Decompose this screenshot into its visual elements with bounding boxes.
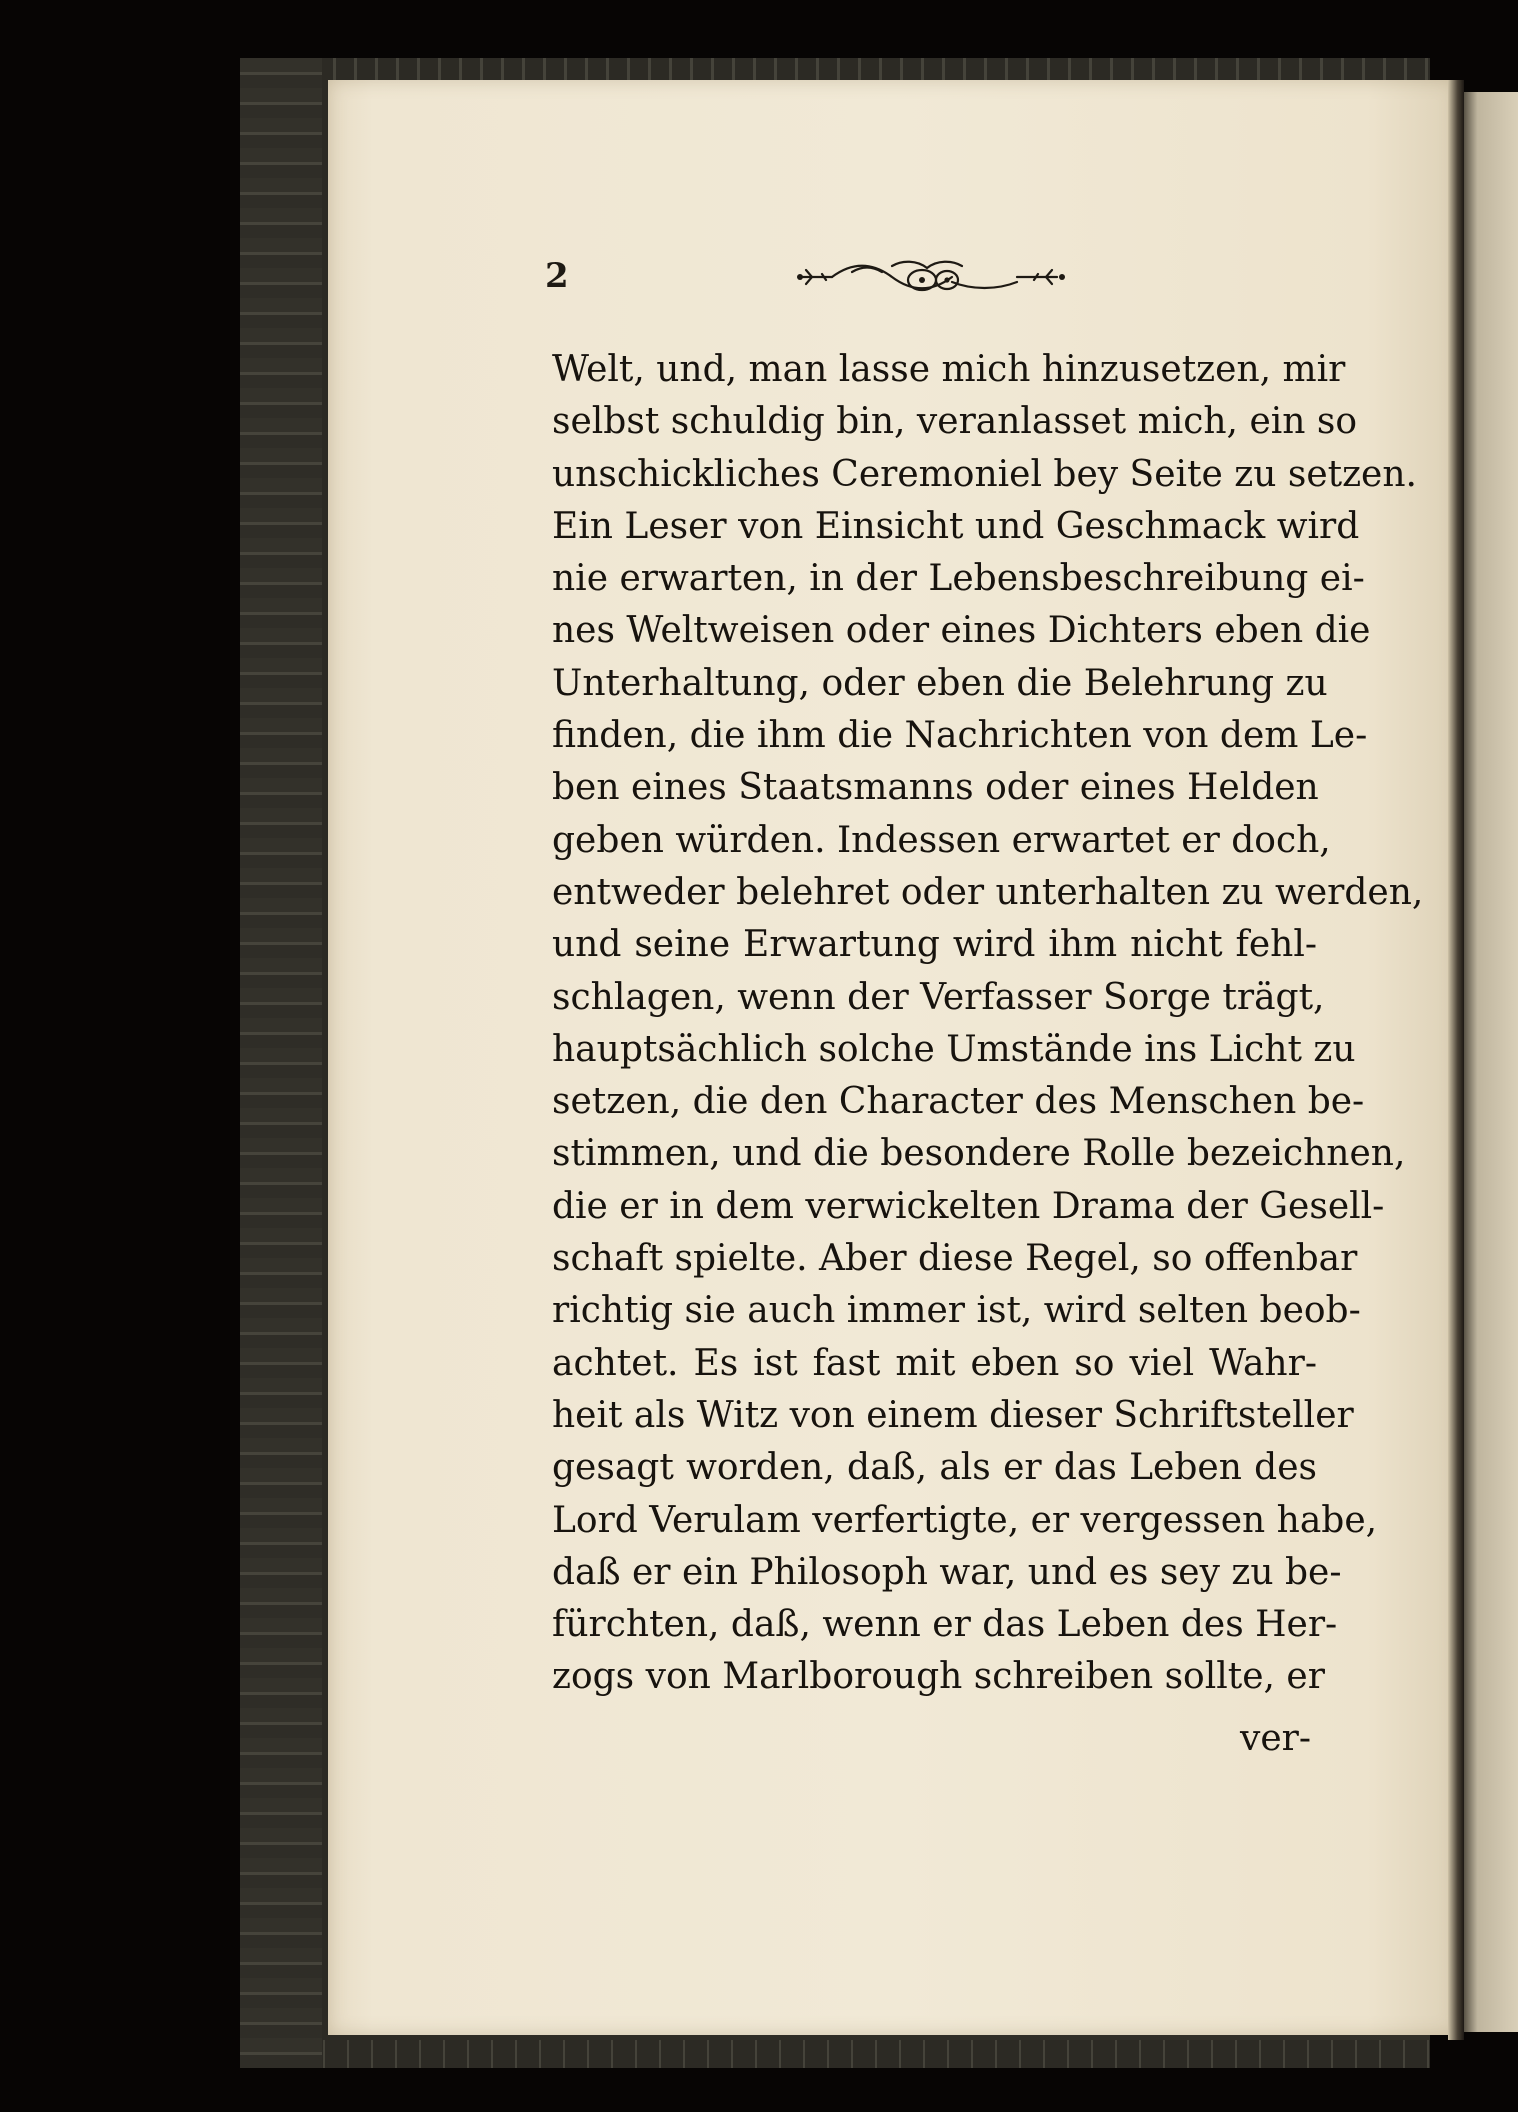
- body-text: [552, 344, 1424, 1704]
- text-line: Lord Verulam verfertigte, er vergessen habe,: [552, 1499, 1378, 1541]
- text-line: daß er ein Philosoph war, und es sey zu be-: [552, 1551, 1342, 1593]
- catchword: ver-: [1240, 1718, 1312, 1759]
- text-line: finden, die ihm die Nachrichten von dem Le-: [552, 715, 1368, 757]
- text-line: hauptsächlich solche Umstände ins Licht zu: [552, 1028, 1356, 1070]
- text-line: heit als Witz von einem dieser Schriftsteller: [552, 1394, 1354, 1436]
- text-line: Welt, und, man lasse mich hinzusetzen, mir: [552, 349, 1346, 390]
- cover-left-edge: [240, 58, 322, 2068]
- text-line: geben würden. Indessen erwartet er doch,: [552, 819, 1331, 861]
- page-gutter: [1448, 80, 1464, 2040]
- text-line: Unterhaltung, oder eben die Belehrung zu: [552, 662, 1328, 704]
- cover-bottom-edge: [240, 2040, 1430, 2068]
- text-line: schlagen, wenn der Verfasser Sorge trägt,: [552, 976, 1325, 1018]
- text-line: achtet. Es ist fast mit eben so viel Wahr-: [552, 1342, 1317, 1384]
- text-line: nie erwarten, in der Lebensbeschreibung ei-: [552, 558, 1365, 600]
- text-line: schaft spielte. Aber diese Regel, so offenbar: [552, 1238, 1358, 1280]
- text-line: und seine Erwartung wird ihm nicht fehl-: [552, 924, 1317, 966]
- text-line: stimmen, und die besondere Rolle bezeichnen,: [552, 1133, 1406, 1175]
- text-line: entweder belehret oder unterhalten zu werden,: [552, 871, 1424, 913]
- text-line: Ein Leser von Einsicht und Geschmack wird: [552, 505, 1360, 547]
- text-line: richtig sie auch immer ist, wird selten beob-: [552, 1290, 1361, 1332]
- text-line: zogs von Marlborough schreiben sollte, er: [552, 1656, 1325, 1698]
- text-line: gesagt worden, daß, als er das Leben des: [552, 1447, 1317, 1489]
- text-line: ben eines Staatsmanns oder eines Helden: [552, 767, 1319, 809]
- text-line: fürchten, daß, wenn er das Leben des Her-: [552, 1604, 1338, 1646]
- text-line: selbst schuldig bin, veranlasset mich, ein so: [552, 401, 1358, 443]
- text-line: nes Weltweisen oder eines Dichters eben die: [552, 610, 1371, 652]
- decorative-headpiece-icon: [792, 252, 1072, 302]
- text-line: setzen, die den Character des Menschen be-: [552, 1081, 1365, 1123]
- page-number: 2: [545, 256, 569, 296]
- text-line: die er in dem verwickelten Drama der Gesell-: [552, 1185, 1385, 1227]
- text-line: unschickliches Ceremoniel bey Seite zu setzen.: [552, 453, 1417, 495]
- facing-page-edge: [1460, 92, 1518, 2032]
